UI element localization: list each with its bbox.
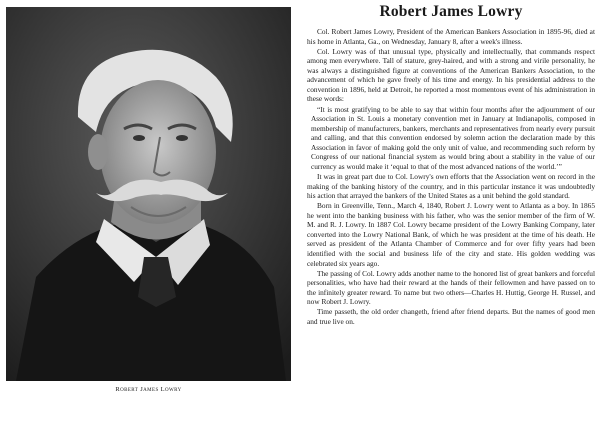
article: [307, 0, 595, 327]
article-paragraph: Born in Greenville, Tenn., March 4, 1840, Robert J. Lowry went to Atlanta as a boy. In 1865 he went into the banking business with his father, who was the senior member of the firm of W. M. and R. J. Lowry. In 1887 Col. Lowry became president of the Lowry Banking Company, later converted into the Lowry National Bank, of which he was president at the time of his death. He served as president of the Atlanta Chamber of Commerce and for over fifty years had been identified with the social and business life of the city and state. His golden wedding was celebrated six years ago.: [307, 201, 595, 268]
article-paragraph: It was in great part due to Col. Lowry's own efforts that the Association went on record in the making of the banking history of the country, and in this particular instance it was undoubtedly his action that arrayed the bankers of the United States as a unit behind the gold standard.: [307, 171, 595, 201]
article-paragraph: The passing of Col. Lowry adds another name to the honored list of great bankers and forceful personalities, who have had their reward at the hands of their fellowmen and have passed on to the infinitely greater reward. To name but two others—Charles H. Huttig, George H. Russel, and now Robert J. Lowry.: [307, 268, 595, 307]
article-paragraph: Col. Lowry was of that unusual type, physically and intellectually, that commands respect among men everywhere. Tall of stature, grey-haired, and with a strong and virile personality, he was always a distinguished figure at conventions of the American Bankers Association, to the advancement of which he gave freely of his time and energy. In his presidential address to the convention in 1896, held at Detroit, he reported a most momentous event of his administration in these words:: [307, 46, 595, 104]
article-title: Robert James Lowry: [379, 3, 523, 20]
portrait-caption: Robert James Lowry: [115, 386, 182, 393]
article-paragraph: Col. Robert James Lowry, President of the American Bankers Association in 1895-96, died at his home in Atlanta, Ga., on Wednesday, January 8, after a week's illness.: [307, 27, 595, 46]
portrait-photo: [6, 7, 291, 381]
article-quote: “It is most gratifying to be able to say that within four months after the adjournment of our Association in St. Louis a monetary convention met in January at Indianapolis, composed in membership of manufacturers, bankers, merchants and representatives from nearly every pursuit and calling, and that this convention endorsed by solemn action the declaration made by this Association in favor of making gold the only unit of value, and recommending such reform by Congress of our national financial system as would bring about a stability in the value of our currency as would make it ‘equal to that of the most advanced nations of the world.’”: [311, 104, 595, 171]
article-paragraph: Time passeth, the old order changeth, friend after friend departs. But the names of good men and true live on.: [307, 307, 595, 326]
